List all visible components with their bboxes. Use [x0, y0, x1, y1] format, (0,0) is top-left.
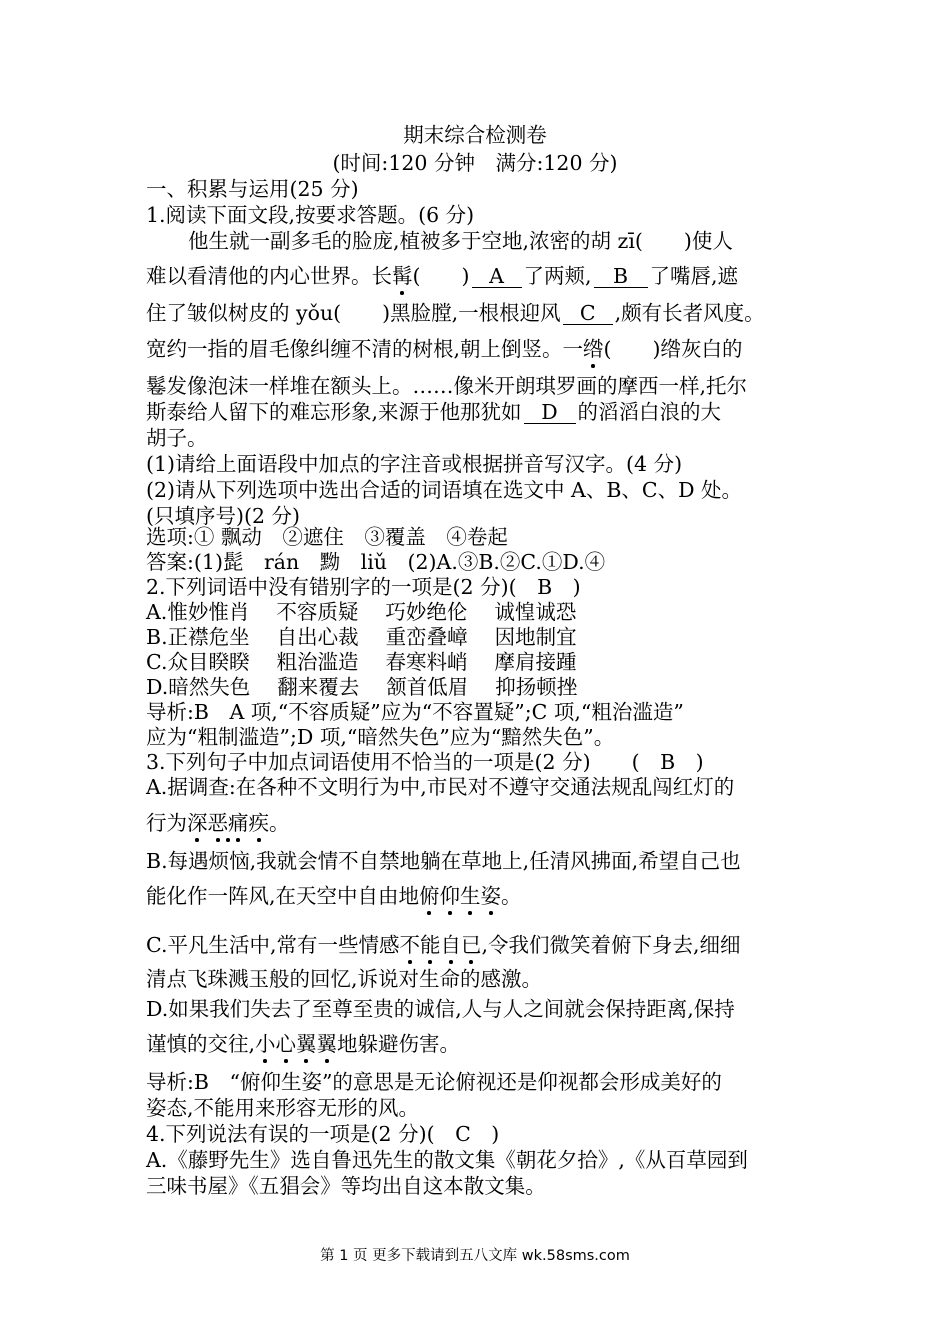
dotted-char: 俯 [419, 884, 440, 908]
dotted-text [419, 884, 501, 908]
dotted-char: 翼 [316, 1032, 338, 1056]
q3-explanation: 导析:B “俯仰生姿”的意思是无论俯视还是仰视都会形成美好的 [146, 1070, 722, 1094]
dotted-char: 仰 [439, 884, 461, 908]
q3-option-a: A.据调查:在各种不文明行为中,市民对不遵守交通法规乱闯红灯的 [146, 775, 735, 799]
text-run: ,颇有长者风度。 [614, 301, 765, 325]
blank-d: D [524, 401, 576, 424]
dotted-char: 小 [255, 1032, 276, 1056]
q1-passage-line-3 [146, 300, 816, 326]
q1-sub-question-1: (1)请给上面语段中加点的字注音或根据拼音写汉字。(4 分) [146, 452, 683, 476]
text-run: ,令我们微笑着俯下身去,细细 [481, 933, 741, 957]
dotted-char: 已 [461, 933, 482, 957]
dotted-char: 不 [399, 933, 420, 957]
dotted-char: 绺 [583, 337, 604, 361]
q1-passage-line-2 [146, 263, 816, 289]
q1-passage-line-1: 他生就一副多毛的脸庞,植被多于空地,浓密的胡 zī( )使人 [188, 229, 733, 253]
dotted-char: 痛 [228, 811, 249, 835]
dotted-char: 恶 [207, 811, 228, 835]
text-run: 。 [269, 811, 290, 835]
q1-stem: 1.阅读下面文段,按要求答题。(6 分) [146, 203, 475, 227]
q2-option-c: C.众目睽睽 粗治滥造 春寒料峭 摩肩接踵 [146, 650, 577, 674]
text-run: 能化作一阵风,在天空中自由地 [146, 884, 420, 908]
dotted-phrase [187, 811, 269, 835]
q2-explanation-cont: 应为“粗制滥造”;D 项,“暗然失色”应为“黯然失色”。 [146, 725, 615, 749]
dotted-char: 能 [420, 933, 441, 957]
q2-option-d: D.暗然失色 翻来覆去 颔首低眉 抑扬顿挫 [146, 675, 578, 699]
text-run: C.平凡生活中,常有一些情感 [146, 933, 400, 957]
dotted-char: 疾 [248, 811, 269, 835]
text-run: 地躲避伤害。 [337, 1032, 461, 1056]
q3-option-c [146, 932, 816, 958]
q1-sub-question-2-cont: (只填序号)(2 分) [146, 504, 301, 528]
q1-answer: 答案:(1)髭 rán 黝 liǔ (2)A.③B.②C.①D.④ [146, 550, 606, 574]
text-run: 斯泰给人留下的难忘形象,来源于他那犹如 [146, 400, 522, 424]
dotted-text [255, 1032, 337, 1056]
q1-passage-line-4 [146, 336, 816, 362]
q2-option-b: B.正襟危坐 自出心裁 重峦叠嶂 因地制宜 [146, 625, 577, 649]
dotted-char: 自 [440, 933, 461, 957]
q4-option-a: A.《藤野先生》选自鲁迅先生的散文集《朝花夕拾》,《从百草园到 [146, 1148, 748, 1172]
q1-passage-line-6 [146, 399, 816, 425]
text-run: 的滔滔白浪的大 [577, 400, 722, 424]
page-footer: 第 1 页 更多下载请到五八文库 wk.58sms.com [320, 1248, 630, 1264]
dotted-char: 生 [460, 884, 481, 908]
text-run: 行为 [146, 811, 187, 835]
page-subtitle: (时间:120 分钟 满分:120 分) [332, 151, 618, 175]
q3-option-a-cont [146, 810, 816, 836]
dotted-char: 姿 [480, 884, 502, 908]
q3-stem: 3.下列句子中加点词语使用不恰当的一项是(2 分) ( B ) [146, 750, 704, 774]
q2-stem: 2.下列词语中没有错别字的一项是(2 分)( B ) [146, 575, 581, 599]
q1-passage-line-5: 鬈发像泡沫一样堆在额头上。……像米开朗琪罗画的摩西一样,托尔 [146, 374, 748, 398]
text-run: 宽约一指的眉毛像纠缠不清的树根,朝上倒竖。一 [146, 337, 584, 361]
text-run: 了嘴唇,遮 [649, 264, 739, 288]
dotted-text [400, 933, 482, 957]
q1-options: 选项:① 飘动 ②遮住 ③覆盖 ④卷起 [146, 525, 508, 549]
blank-c: C [563, 302, 613, 325]
q3-option-c-cont: 清点飞珠溅玉般的回忆,诉说对生命的感激。 [146, 967, 543, 991]
section-heading: 一、积累与运用(25 分) [146, 177, 359, 201]
text-run: 谨慎的交往, [146, 1032, 256, 1056]
q2-option-a: A.惟妙惟肖 不容质疑 巧妙绝伦 诚惶诚恐 [146, 600, 577, 624]
blank-b: B [594, 265, 648, 288]
text-run: 。 [501, 884, 522, 908]
q4-stem: 4.下列说法有误的一项是(2 分)( C ) [146, 1122, 500, 1146]
q4-option-a-cont: 三味书屋》《五猖会》等均出自这本散文集。 [146, 1174, 546, 1198]
q1-sub-question-2: (2)请从下列选项中选出合适的词语填在选文中 A、B、C、D 处。 [146, 478, 743, 502]
text-run: ( )绺灰白的 [603, 337, 743, 361]
text-run: 了两颊, [523, 264, 592, 288]
q3-option-d-cont [146, 1031, 816, 1057]
q2-explanation: 导析:B A 项,“不容质疑”应为“不容置疑”;C 项,“粗治滥造” [146, 700, 684, 724]
text-run: 难以看清他的内心世界。长 [146, 264, 392, 288]
page-title: 期末综合检测卷 [403, 123, 547, 147]
blank-a: A [472, 265, 522, 288]
dotted-char: 深 [187, 811, 208, 835]
dotted-char: 翼 [296, 1032, 317, 1056]
q3-option-d: D.如果我们失去了至尊至贵的诚信,人与人之间就会保持距离,保持 [146, 997, 735, 1021]
text-run: ( ) [412, 264, 470, 288]
q1-passage-line-7: 胡子。 [146, 426, 208, 450]
dotted-char: 心 [275, 1032, 297, 1056]
dotted-char: 髯 [392, 264, 413, 288]
q3-option-b: B.每遇烦恼,我就会情不自禁地躺在草地上,任清风拂面,希望自己也 [146, 849, 741, 873]
text-run: 住了皱似树皮的 yǒu( )黑脸膛,一根根迎风 [146, 301, 561, 325]
dotted-text [187, 811, 269, 835]
q3-explanation-cont: 姿态,不能用来形容无形的风。 [146, 1096, 420, 1120]
q3-option-b-cont [146, 883, 816, 909]
